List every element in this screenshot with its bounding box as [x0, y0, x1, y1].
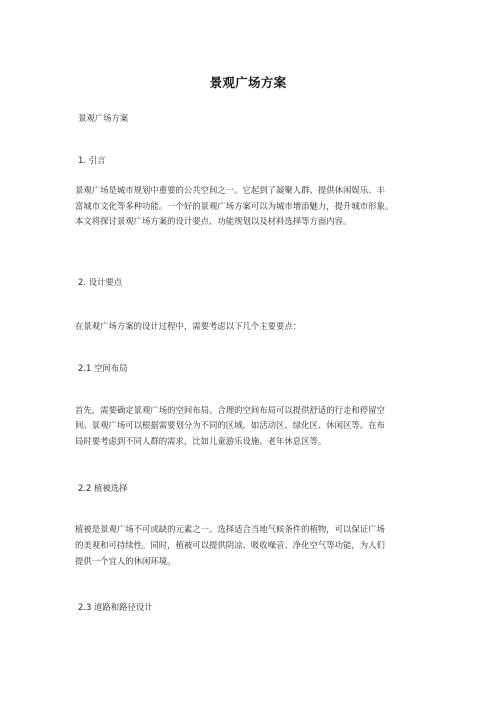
section-heading-design: 2. 设计要点 [78, 277, 123, 287]
section-heading-vegetation: 2.2 植被选择 [78, 483, 128, 493]
paragraph-line: 局时要考虑到不同人群的需求，比如儿童游乐设施、老年休息区等。 [75, 436, 327, 446]
paragraph-line: 在景观广场方案的设计过程中，需要考虑以下几个主要要点： [75, 321, 302, 331]
paragraph-line: 的美观和可持续性。同时，植被可以提供阴凉、吸收噪音、净化空气等功能，为人们 [75, 540, 385, 550]
document-title: 景观广场方案 [209, 75, 287, 90]
paragraph-line: 本文将探讨景观广场方案的设计要点、功能规划以及材料选择等方面内容。 [75, 216, 352, 226]
paragraph-line: 植被是景观广场不可或缺的元素之一。选择适合当地气候条件的植物，可以保证广场 [75, 524, 385, 534]
paragraph-line: 间。景观广场可以根据需要划分为不同的区域，如活动区、绿化区、休闲区等。在布 [75, 420, 385, 430]
paragraph-line: 富城市文化等多种功能。一个好的景观广场方案可以为城市增添魅力，提升城市形象。 [75, 201, 394, 211]
section-heading-intro: 1. 引言 [78, 155, 106, 165]
paragraph-line: 首先，需要确定景观广场的空间布局。合理的空间布局可以提供舒适的行走和停留空 [75, 405, 385, 415]
section-heading-layout: 2.1 空间布局 [78, 363, 128, 373]
paragraph-line: 提供一个宜人的休闲环境。 [75, 556, 176, 566]
paragraph-line: 景观广场是城市规划中重要的公共空间之一。它起到了凝聚人群、提供休闲娱乐、丰 [75, 185, 385, 195]
document-subtitle: 景观广场方案 [78, 113, 129, 123]
section-heading-paths: 2.3 道路和路径设计 [78, 602, 153, 612]
